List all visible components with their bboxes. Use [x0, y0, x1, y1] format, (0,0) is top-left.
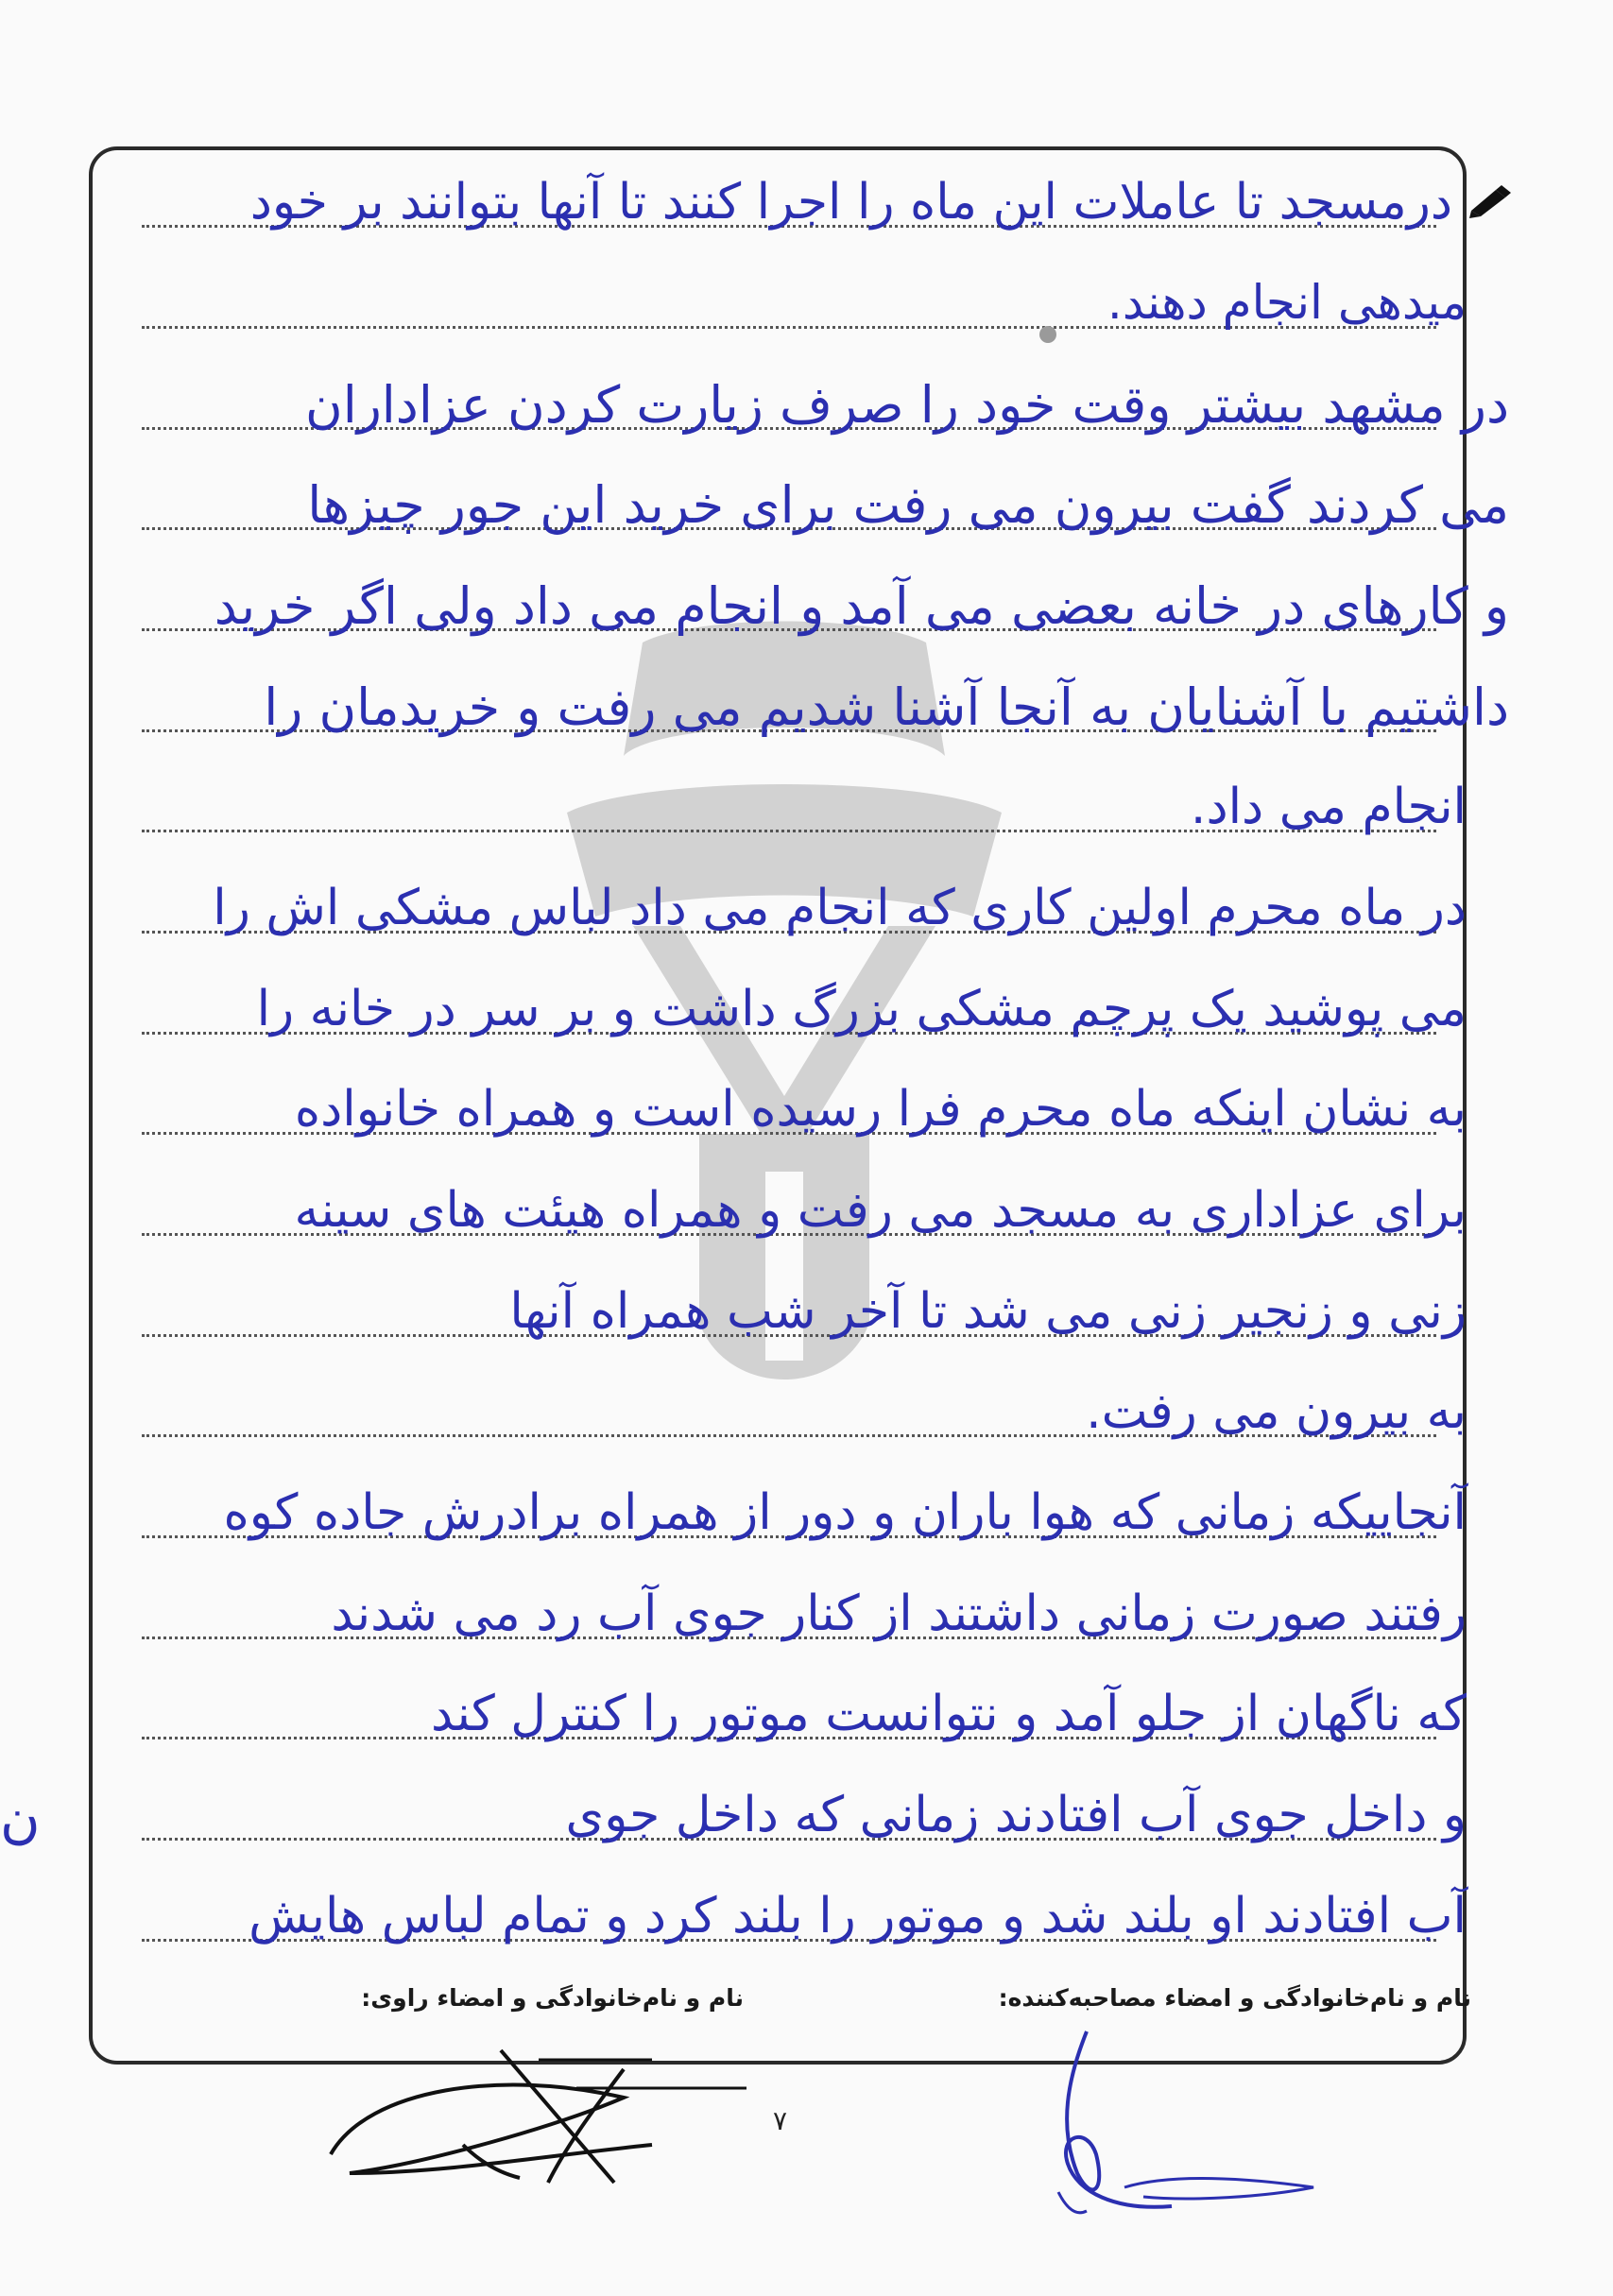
handwritten-line: میدهی انجام دهند.: [1107, 275, 1467, 330]
handwritten-line: که ناگهان از جلو آمد و نتوانست موتور را کنترل کند: [431, 1686, 1467, 1742]
handwritten-line: در ماه محرم اولین کاری که انجام می داد لباس مشکی اش را: [213, 880, 1467, 936]
handwritten-line: و داخل جوی آب افتادند زمانی که داخل جوی: [565, 1787, 1467, 1843]
narrator-signature: [312, 2031, 756, 2192]
handwritten-line: انجام می داد.: [1190, 779, 1467, 835]
handwritten-line: و کارهای در خانه بعضی می آمد و انجام می داد ولی اگر خرید: [214, 576, 1509, 636]
handwritten-line: زنی و زنجیر زنی می شد تا آخر شب همراه آنها: [509, 1283, 1467, 1340]
handwritten-line: به نشان اینکه ماه محرم فرا رسیده است و همراه خانواده: [294, 1081, 1467, 1138]
handwritten-line: داشتیم با آشنایان به آنجا آشنا شدیم می رفت و خریدمان را: [264, 677, 1509, 737]
handwritten-line: می پوشید یک پرچم مشکی بزرگ داشت و بر سر در خانه را: [256, 981, 1467, 1037]
handwritten-line: می کردند گفت بیرون می رفت برای خرید این جور چیزها: [307, 475, 1509, 535]
page-number: ۷: [773, 2105, 788, 2136]
interviewer-signature-label: نام و نام‌خانوادگی و امضاء مصاحبه‌کننده:: [998, 1984, 1471, 2012]
pen-icon: [1467, 182, 1519, 220]
handwritten-line: رفتند صورت زمانی داشتند از کنار جوی آب رد می شدند: [331, 1585, 1467, 1642]
interviewer-signature: [1002, 2022, 1370, 2225]
handwritten-line: درمسجد تا عاملات این ماه را اجرا کنند تا آنها بتوانند بر خود: [249, 174, 1452, 231]
handwritten-line: در مشهد بیشتر وقت خود را صرف زیارت کردن عزاداران: [305, 375, 1509, 435]
handwritten-line: آنجاییکه زمانی که هوا باران و دور از همراه برادرش جاده کوه: [223, 1484, 1467, 1541]
ink-dot: [1039, 326, 1056, 343]
handwritten-line: برای عزاداری به مسجد می رفت و همراه هیئت های سینه: [294, 1182, 1467, 1239]
narrator-signature-label: نام و نام‌خانوادگی و امضاء راوی:: [361, 1984, 744, 2012]
handwritten-line: آب افتادند او بلند شد و موتور را بلند کرد و تمام لباس هایش: [249, 1888, 1467, 1945]
margin-note: ن: [0, 1786, 41, 1850]
handwritten-line: به بیرون می رفت.: [1086, 1383, 1467, 1440]
